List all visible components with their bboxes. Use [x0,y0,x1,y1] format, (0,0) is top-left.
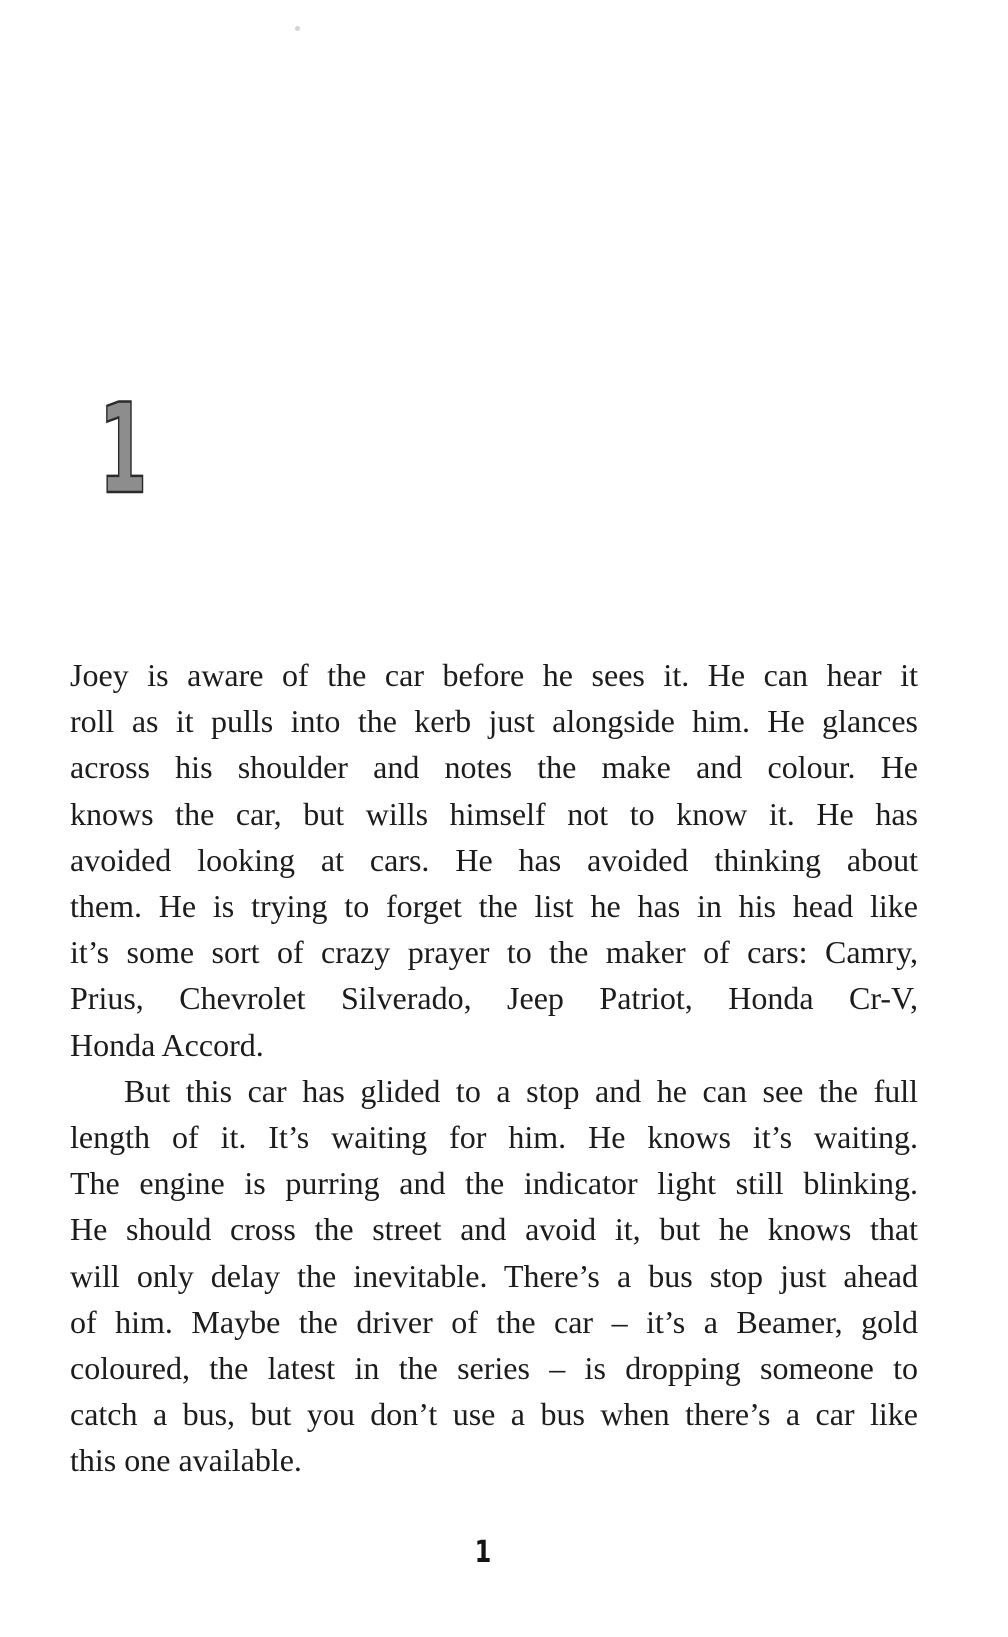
body-text-line: will only delay the inevitable. There’s a bus stop just ahead [70,1257,918,1294]
paragraph [70,652,918,1068]
body-text-line: The engine is purring and the indicator light still blinking. [70,1165,918,1202]
body-text-line: catch a bus, but you don’t use a bus when there’s a car like [70,1396,918,1433]
body-text-line: Joey is aware of the car before he sees it. He can hear it [70,657,918,693]
body-text-line: Prius, Chevrolet Silverado, Jeep Patriot, Honda Cr-V, [70,980,918,1017]
body-text-block [70,652,918,1484]
scan-artifact-dot [295,26,300,31]
body-text-line: But this car has glided to a stop and he can see the full [124,1072,918,1109]
chapter-number: 1 [99,378,148,522]
body-text-line: them. He is trying to forget the list he has in his head like [70,888,918,925]
body-text-line: knows the car, but wills himself not to know it. He has [70,795,918,832]
body-text-line: coloured, the latest in the series – is dropping someone to [70,1350,918,1387]
body-text-line: this one available. [70,1442,302,1479]
body-text-line: roll as it pulls into the kerb just alongside him. He glances [70,703,918,740]
paragraph [70,1068,918,1484]
page-number: 1 [474,1535,492,1570]
body-text-line: He should cross the street and avoid it, but he knows that [70,1211,918,1248]
body-text-line: it’s some sort of crazy prayer to the maker of cars: Camry, [70,934,918,971]
body-text-line: across his shoulder and notes the make and colour. He [70,749,918,786]
body-text-line: length of it. It’s waiting for him. He knows it’s waiting. [70,1119,918,1156]
body-text-line: of him. Maybe the driver of the car – it’s a Beamer, gold [70,1303,918,1340]
body-text-line: Honda Accord. [70,1026,264,1063]
body-text-line: avoided looking at cars. He has avoided thinking about [70,841,918,878]
